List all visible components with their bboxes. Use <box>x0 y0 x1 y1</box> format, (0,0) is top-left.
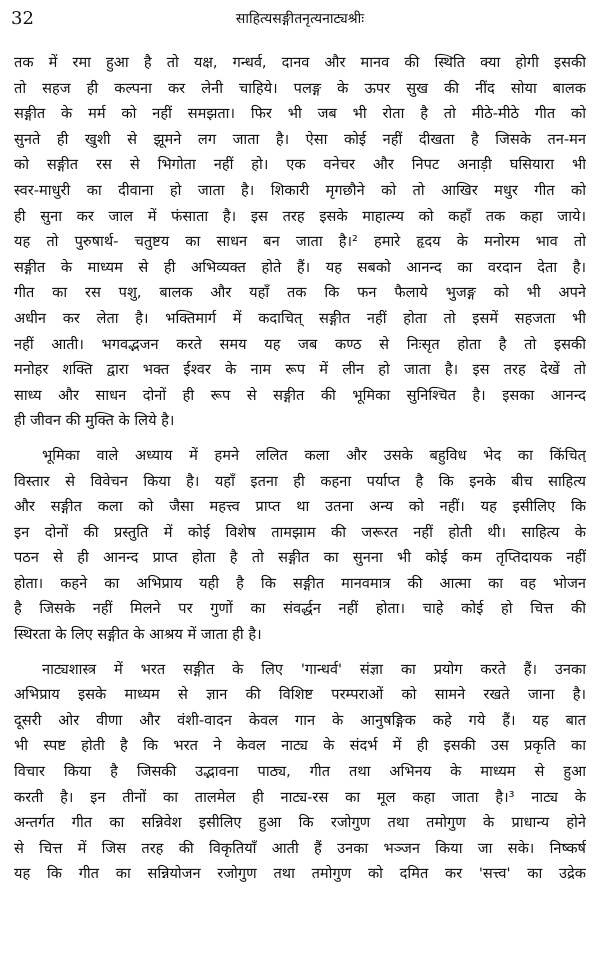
text-line: गीत का रस पशु, बालक और यहाँ तक कि फन फैलाये भुजङ्ग को भी अपने <box>14 284 586 302</box>
text-line: ही जीवन की मुक्ति के लिये है। <box>14 412 175 430</box>
text-line: से चित्त में जिस तरह की विकृतियाँ आती हैं उनका भञ्जन किया जा सके। निष्कर्ष <box>14 839 586 857</box>
text-line: और सङ्गीत कला को जैसा महत्त्व प्राप्त था उतना अन्य को नहीं। यह इसीलिए कि <box>14 498 586 516</box>
text-line: यह तो पुरुषार्थ- चतुष्टय का साधन बन जाता है।² हमारे हृदय के मनोरम भाव तो <box>14 233 586 251</box>
text-line: अभिप्राय इसके माध्यम से ज्ञान की विशिष्ट परम्पराओं को सामने रखते जाना है। <box>14 686 586 704</box>
text-line: सङ्गीत के मर्म को नहीं समझता। फिर भी जब भी रोता है तो मीठे-मीठे गीत को <box>14 105 586 123</box>
paragraph <box>14 50 586 434</box>
text-line: सुनते ही खुशी से झूमने लग जाता है। ऐसा कोई नहीं दीखता है जिसके तन-मन <box>14 130 586 148</box>
text-line: तो सहज ही कल्पना कर लेनी चाहिये। पलङ्ग के ऊपर सुख की नींद सोया बालक <box>14 79 586 97</box>
page-header <box>0 0 600 40</box>
text-line: नाट्यशास्त्र में भरत सङ्गीत के लिए 'गान्धर्व' संज्ञा का प्रयोग करते हैं। उनका <box>42 660 586 678</box>
text-line: साध्य और साधन दोनों ही रूप से सङ्गीत की भूमिका सुनिश्चित है। इसका आनन्द <box>14 386 586 404</box>
text-line: अन्तर्गत गीत का सन्निवेश इसीलिए हुआ कि रजोगुण तथा तमोगुण के प्राधान्य होने <box>14 814 586 832</box>
paragraph <box>14 657 586 887</box>
text-line: तक में रमा हुआ है तो यक्ष, गन्धर्व, दानव और मानव की स्थिति क्या होगी इसकी <box>14 54 586 71</box>
text-line: दूसरी ओर वीणा और वंशी-वादन केवल गान के आनुषङ्गिक कहे गये हैं। यह बात <box>14 711 586 729</box>
text-line: सङ्गीत के माध्यम से ही अभिव्यक्त होते हैं। यह सबको आनन्द का वरदान देता है। <box>14 258 586 276</box>
paragraph <box>14 443 586 648</box>
body-text <box>14 50 586 887</box>
text-line: मनोहर शक्ति द्वारा भक्त ईश्वर के नाम रूप में लीन हो जाता है। इस तरह देखें तो <box>14 361 586 379</box>
running-title: साहित्यसङ्गीतनृत्यनाट्यश्रीः <box>235 11 365 27</box>
text-line: पठन से ही आनन्द प्राप्त होता है तो सङ्गीत का सुनना भी कोई कम तृप्तिदायक नहीं <box>14 549 586 567</box>
text-line: होता। कहने का अभिप्राय यही है कि सङ्गीत मानवमात्र की आत्मा का वह भोजन <box>14 574 586 592</box>
text-line: भी स्पष्ट होती है कि भरत ने केवल नाट्य के संदर्भ में ही इसकी उस प्रकृति का <box>14 737 586 755</box>
text-line: अधीन कर लेता है। भक्तिमार्ग में कदाचित् सङ्गीत नहीं होता तो इसमें सहजता भी <box>14 309 586 327</box>
text-line: है जिसके नहीं मिलने पर गुणों का संवर्द्धन नहीं होता। चाहे कोई हो चित्त की <box>14 600 586 618</box>
text-line: भूमिका वाले अध्याय में हमने ललित कला और उसके बहुविध भेद का किंचित् <box>42 446 586 464</box>
text-line: स्वर-माधुरी का दीवाना हो जाता है। शिकारी मृगछौने को तो आखिर मधुर गीत को <box>14 181 586 199</box>
text-line: इन दोनों की प्रस्तुति में कोई विशेष तामझाम की जरूरत नहीं होती थी। साहित्य के <box>14 523 586 541</box>
text-line: स्थिरता के लिए सङ्गीत के आश्रय में जाता ही है। <box>14 626 262 644</box>
text-line: नहीं आती। भगवद्भजन करते समय यह जब कण्ठ से निःसृत होता है तो इसकी <box>14 335 586 353</box>
text-line: विस्तार से विवेचन किया है। यहाँ इतना ही कहना पर्याप्त है कि इनके बीच साहित्य <box>14 472 586 490</box>
text-line: को सङ्गीत रस से भिगोता नहीं हो। एक वनेचर और निपट अनाड़ी घसियारा भी <box>14 156 586 174</box>
text-line: विचार किया है जिसकी उद्भावना पाठ्य, गीत तथा अभिनय के माध्यम से हुआ <box>14 763 586 781</box>
text-line: ही सुना कर जाल में फंसाता है। इस तरह इसके माहात्म्य को कहाँ तक कहा जाये। <box>14 207 586 225</box>
page-number: 32 <box>11 8 34 29</box>
text-line: करती है। इन तीनों का तालमेल ही नाट्य-रस का मूल कहा जाता है।³ नाट्य के <box>14 788 586 806</box>
text-line: यह कि गीत का सन्नियोजन रजोगुण तथा तमोगुण को दमित कर 'सत्त्व' का उद्रेक <box>14 865 586 883</box>
